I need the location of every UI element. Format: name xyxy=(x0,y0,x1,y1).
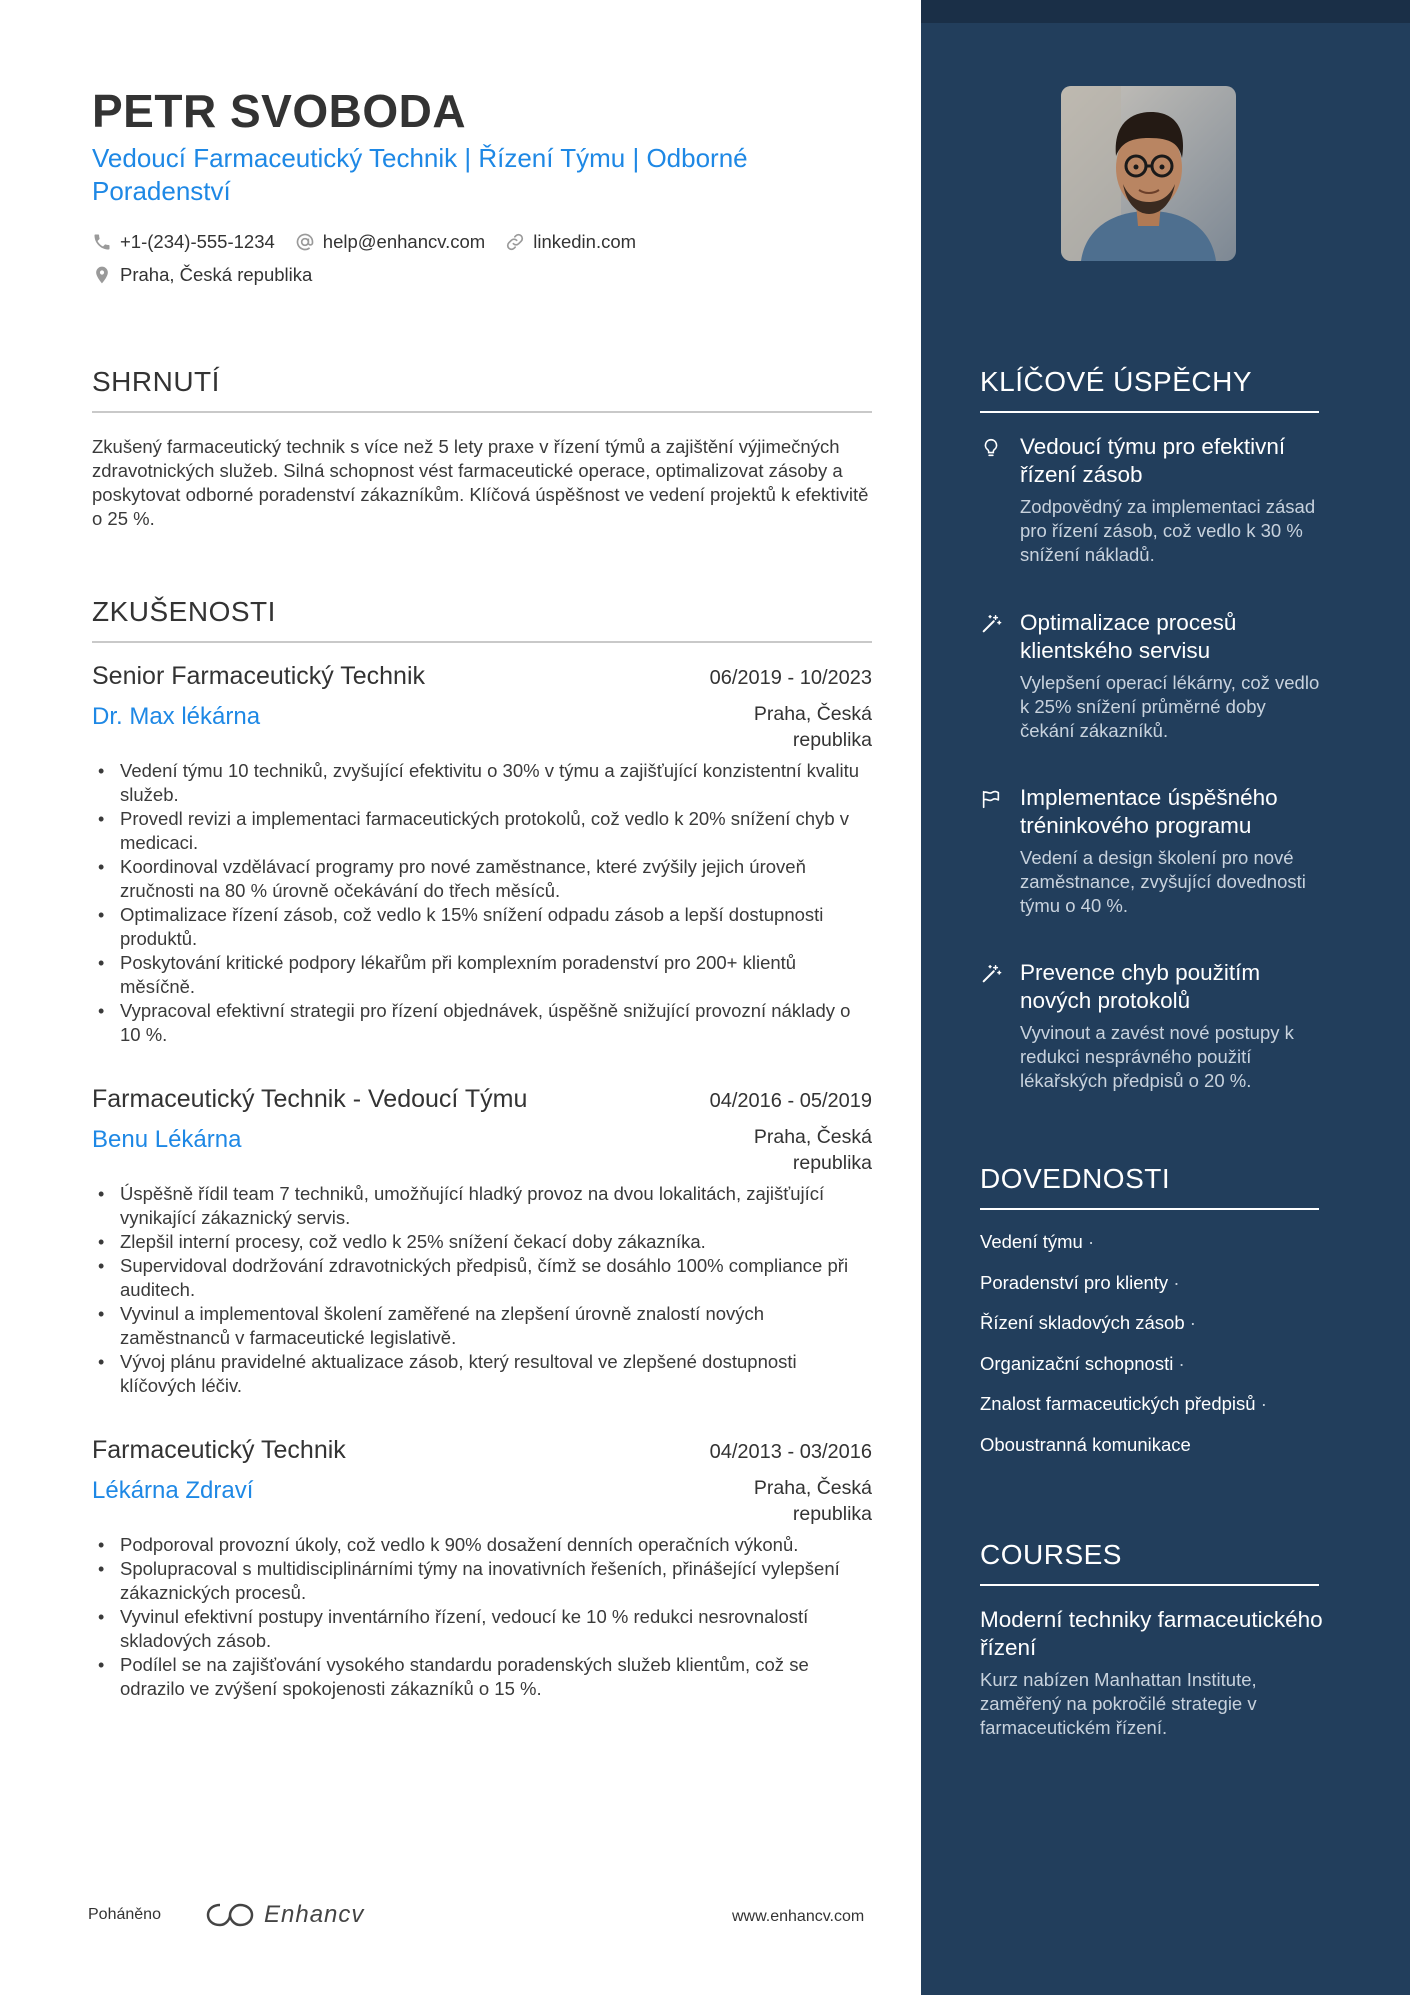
skill-item: Vedení týmu · xyxy=(980,1231,1095,1252)
achievement-title: Vedoucí týmu pro efektivní řízení zásob xyxy=(1020,434,1286,487)
enhancv-logo[interactable] xyxy=(206,1901,364,1929)
avatar xyxy=(1061,86,1236,261)
magic-wand-icon xyxy=(980,613,1002,635)
job-date: 04/2016 - 05/2019 xyxy=(709,1090,872,1112)
lightbulb-icon xyxy=(980,437,1002,459)
profile-photo xyxy=(1061,86,1236,261)
job-entry xyxy=(92,1085,872,1398)
job-bullet: • Spolupracoval s multidisciplinárními týmy na inovativních řešeních, přinášející vylepšení zákaznických procesů. xyxy=(92,1557,872,1605)
achievement-desc: Vylepšení operací lékárny, což vedlo k 25% snížení průměrné doby čekání zákazníků. xyxy=(1020,672,1320,741)
skill-item: Organizační schopnosti · xyxy=(980,1352,1185,1374)
enhancv-logo-text: Enhancv xyxy=(264,1901,365,1928)
job-entry xyxy=(92,1436,872,1701)
candidate-headline: Vedoucí Farmaceutický Technik | Řízení Týmu | Odborné Poradenství xyxy=(92,143,748,206)
experience-title: ZKUŠENOSTI xyxy=(92,596,276,627)
skill-label: Poradenství pro klienty xyxy=(980,1271,1169,1293)
enhancv-logo-icon xyxy=(206,1901,254,1929)
job-date: 06/2019 - 10/2023 xyxy=(709,667,872,689)
experience-divider xyxy=(92,641,872,643)
achievement-desc: Zodpovědný za implementaci zásad pro řízení zásob, což vedlo k 30 % snížení nákladů. xyxy=(1020,496,1316,565)
achievement-desc: Vyvinout a zavést nové postupy k redukci nesprávného použití lékařských předpisů o 20 %. xyxy=(1020,1022,1294,1091)
skill-label: Znalost farmaceutických předpisů xyxy=(980,1393,1256,1414)
achievement-title: Prevence chyb použitím nových protokolů xyxy=(1020,960,1261,1013)
summary-text: Zkušený farmaceutický technik s více než 5 lety praxe v řízení týmů a zajištění výjimečných zdravotnických služeb. Silná schopnost vést farmaceutické operace, optimalizovat zásoby a poskytovat odborné poradenství zákazníkům. Klíčová úspěšnost ve vedení projektů k efektivitě o 25 %. xyxy=(92,436,869,529)
contact-email[interactable] xyxy=(295,231,485,253)
job-bullet: • Vývoj plánu pravidelné aktualizace zásob, který resultoval ve zlepšené dostupnosti klíčových léčiv. xyxy=(92,1350,872,1398)
skills-title: DOVEDNOSTI xyxy=(980,1163,1171,1194)
job-bullets xyxy=(92,1533,872,1701)
job-bullets xyxy=(92,1182,872,1398)
job-bullet: • Supervidoval dodržování zdravotnických předpisů, čímž se dosáhlo 100% compliance při auditech. xyxy=(92,1254,872,1302)
job-bullet: • Podporoval provozní úkoly, což vedlo k 90% dosažení denních operačních výkonů. xyxy=(92,1533,872,1557)
job-bullet: • Zlepšil interní procesy, což vedlo k 25% snížení čekací doby zákazníka. xyxy=(92,1230,872,1254)
phone-text: +1-(234)-555-1234 xyxy=(120,231,275,252)
flag-icon xyxy=(980,788,1002,810)
job-bullet: • Koordinoval vzdělávací programy pro nové zaměstnance, které zvýšily jejich úroveň zručnosti na 80 % úrovně očekávání do třech měsíců. xyxy=(92,855,872,903)
achievement-title: Implementace úspěšného tréninkového programu xyxy=(1020,785,1278,838)
achievement-item xyxy=(980,433,1325,567)
contact-linkedin[interactable] xyxy=(505,231,636,253)
at-icon xyxy=(295,232,315,252)
job-date: 04/2013 - 03/2016 xyxy=(709,1441,872,1463)
job-bullet: • Poskytování kritické podpory lékařům při komplexním poradenství pro 200+ klientů měsíčně. xyxy=(92,951,872,999)
job-bullet: • Vypracoval efektivní strategii pro řízení objednávek, úspěšně snižující provozní náklady o 10 %. xyxy=(92,999,872,1047)
footer-powered-label: Poháněno xyxy=(88,1906,161,1923)
job-company: Lékárna Zdraví xyxy=(92,1477,254,1504)
summary-title: SHRNUTÍ xyxy=(92,366,220,397)
skill-label: Oboustranná komunikace xyxy=(980,1433,1191,1455)
course-desc: Kurz nabízen Manhattan Institute, zaměřený na pokročilé strategie v farmaceutickém řízení. xyxy=(980,1669,1257,1738)
skills-divider xyxy=(980,1208,1319,1210)
job-location: Praha, Česká republika xyxy=(753,1126,872,1174)
skills-list xyxy=(980,1228,1325,1471)
magic-wand-icon xyxy=(980,963,1002,985)
job-bullet: • Podílel se na zajišťování vysokého standardu poradenských služeb klientům, což se odrazilo ve zvýšení spokojenosti zákazníků o 15 %. xyxy=(92,1653,872,1701)
courses-divider xyxy=(980,1584,1319,1586)
candidate-name: PETR SVOBODA xyxy=(92,85,467,137)
achievement-title: Optimalizace procesů klientského servisu xyxy=(1020,610,1237,663)
job-company: Benu Lékárna xyxy=(92,1126,242,1153)
contact-phone xyxy=(92,231,275,253)
job-entry xyxy=(92,662,872,1047)
linkedin-text: linkedin.com xyxy=(533,231,637,252)
phone-icon xyxy=(92,232,112,252)
achievement-desc: Vedení a design školení pro nové zaměstnance, zvyšující dovednosti týmu o 40 %. xyxy=(1020,847,1306,916)
skill-item xyxy=(980,1431,1325,1472)
location-text: Praha, Česká republika xyxy=(120,264,313,285)
job-bullet: • Úspěšně řídil team 7 techniků, umožňující hladký provoz na dvou lokalitách, zajišťující vynikající zákaznický servis. xyxy=(92,1182,872,1230)
job-bullet: • Provedl revizi a implementaci farmaceutických protokolů, což vedlo k 20% snížení chyb v medicaci. xyxy=(92,807,872,855)
summary-divider xyxy=(92,411,872,413)
job-bullet: • Optimalizace řízení zásob, což vedlo k 15% snížení odpadu zásob a lepší dostupnosti produktů. xyxy=(92,903,872,951)
achievement-item xyxy=(980,959,1325,1093)
job-bullet: • Vyvinul a implementoval školení zaměřené na zlepšení úrovně znalostí nových zaměstnanců v farmaceutické legislativě. xyxy=(92,1302,872,1350)
job-bullet: • Vyvinul efektivní postupy inventárního řízení, vedoucí ke 10 % redukci nesrovnalostí skladových zásob. xyxy=(92,1605,872,1653)
job-bullet: • Vedení týmu 10 techniků, zvyšující efektivitu o 30% v týmu a zajišťující konzistentní kvalitu služeb. xyxy=(92,759,872,807)
skill-item: Znalost farmaceutických předpisů · xyxy=(980,1393,1267,1414)
skill-item: Řízení skladových zásob · xyxy=(980,1312,1196,1333)
course-title: Moderní techniky farmaceutického řízení xyxy=(980,1607,1323,1660)
courses-title: COURSES xyxy=(980,1539,1122,1570)
footer-url[interactable]: www.enhancv.com xyxy=(732,1908,865,1925)
achievements-title: KLÍČOVÉ ÚSPĚCHY xyxy=(980,366,1253,397)
sidebar-top-band xyxy=(921,0,1410,23)
job-title: Farmaceutický Technik - Vedoucí Týmu xyxy=(92,1085,528,1113)
skill-label: Organizační schopnosti xyxy=(980,1352,1174,1374)
job-location: Praha, Česká republika xyxy=(753,703,872,751)
achievement-item xyxy=(980,784,1325,918)
achievement-item xyxy=(980,609,1325,743)
skill-label: Řízení skladových zásob xyxy=(980,1312,1185,1333)
skill-item: Poradenství pro klienty · xyxy=(980,1271,1180,1293)
achievements-divider xyxy=(980,411,1319,413)
link-icon xyxy=(505,232,525,252)
job-bullets xyxy=(92,759,872,1047)
job-company: Dr. Max lékárna xyxy=(92,703,261,730)
job-title: Senior Farmaceutický Technik xyxy=(92,662,426,690)
job-location: Praha, Česká republika xyxy=(753,1477,872,1525)
email-text: help@enhancv.com xyxy=(322,231,486,252)
contact-location xyxy=(92,264,312,286)
contact-info xyxy=(92,228,852,294)
skill-label: Vedení týmu xyxy=(980,1231,1083,1252)
course-item xyxy=(980,1606,1325,1740)
sidebar xyxy=(921,0,1410,1995)
location-pin-icon xyxy=(92,265,112,285)
job-title: Farmaceutický Technik xyxy=(92,1436,346,1464)
